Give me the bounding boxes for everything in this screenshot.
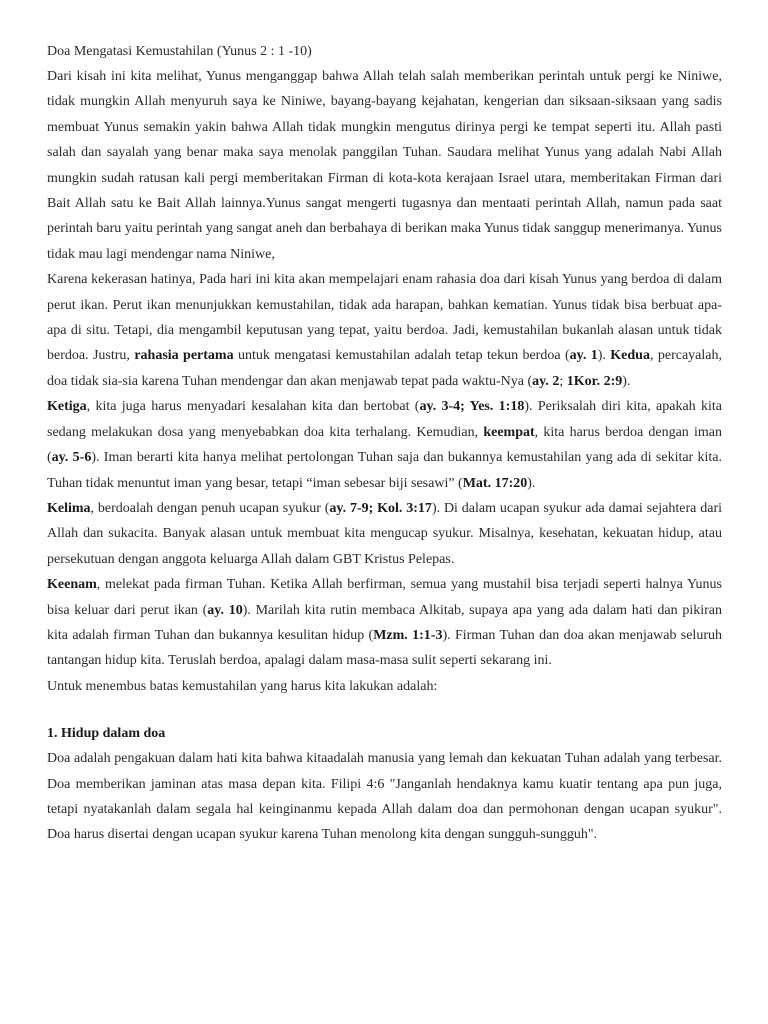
text-run: ). Periksalah diri kita, apakah kita sedang melakukan dosa yang menyebabkan doa kita terhalang. Kemudian, [47,399,722,440]
text-run: ). [622,373,631,389]
text-run: , percayalah, doa tidak sia-sia karena Tuhan mendengar dan akan menjawab tepat pada waktu-Nya ( [47,348,722,389]
bold-run: rahasia pertama [134,348,234,364]
paragraph-lead-in: Untuk menembus batas kemustahilan yang harus kita lakukan adalah: [47,678,438,694]
text-run: ; [559,373,567,389]
text-run: ). Iman berarti kita hanya melihat pertolongan Tuhan saja dan bukannya kemustahilan yang ada di sekitar kita. Tuhan tidak menuntut iman yang besar, tetapi “iman sebesar biji sesawi” ( [47,450,722,491]
text-run: , melekat pada firman Tuhan. Ketika Allah berfirman, semua yang mustahil bisa terjadi seperti halnya Yunus bisa keluar dari perut ikan ( [47,577,722,618]
text-run: , kita juga harus menyadari kesalahan kita dan bertobat ( [86,399,420,415]
bold-run: Ketiga [47,399,87,415]
text-run: untuk mengatasi kemustahilan adalah tetap tekun berdoa ( [233,348,570,364]
verse-reference: Mzm. 1:1-3 [373,627,443,643]
verse-reference: ay. 10 [207,602,243,618]
bold-run: Kelima [47,500,91,516]
verse-reference: ay. 1 [569,348,598,364]
text-run: ). Di dalam ucapan syukur ada damai sejahtera dari Allah dan sukacita. Banyak alasan untuk membuat kita mengucap syukur. Misalnya, kesehatan, kekuatan hidup, atau persekutuan dengan anggota keluarga Allah dalam GBT Kristus Pelepas. [47,500,722,567]
text-run: Karena kekerasan hatinya, Pada hari ini kita akan mempelajari enam rahasia doa dari kisah Yunus yang berdoa di dalam perut ikan. Perut ikan menunjukkan kemustahilan, tidak ada harapan, bahkan kematian. Yunus tidak bisa berbuat apa-apa di situ. Tetapi, dia mengambil keputusan yang tepat, yaitu berdoa. Jadi, kemustahilan bukanlah alasan untuk tidak berdoa. Justru, [47,272,722,364]
paragraph-prayer: Doa adalah pengakuan dalam hati kita bahwa kitaadalah manusia yang lemah dan kekuatan Tuhan adalah yang terbesar. Doa memberikan jaminan atas masa depan kita. Filipi 4:6 "Janganlah hendaknya kamu kuatir tentang apa pun juga, tetapi nyatakanlah dalam segala hal keinginanmu kepada Allah dalam doa dan permohonan dengan ucapan syukur". Doa harus disertai dengan ucapan syukur karena Tuhan menolong kita dengan sungguh-sungguh". [47,751,722,843]
verse-reference: 1Kor. 2:9 [566,373,623,389]
paragraph-third-fourth-secret [47,394,722,496]
text-run: ). Firman Tuhan dan doa akan menjawab seluruh tantangan hidup kita. Teruslah berdoa, apalagi dalam masa-masa sulit seperti sekarang ini. [47,627,722,669]
verse-reference: ay. 3-4; Yes. 1:18 [419,399,525,415]
text-run: ). Marilah kita rutin membaca Alkitab, supaya apa yang ada dalam hati dan pikiran kita adalah firman Tuhan dan bukannya kesulitan hidup ( [47,602,722,643]
blank-line [47,699,722,721]
text-run: , kita harus berdoa dengan iman ( [47,424,723,466]
bold-run: Keenam [47,577,97,593]
section-heading: 1. Hidup dalam doa [47,726,166,742]
verse-reference: Mat. 17:20 [462,475,528,491]
paragraph-sixth-secret [47,572,722,674]
bold-run: Kedua [610,348,650,364]
text-run: ). [527,475,536,491]
text-run: , berdoalah dengan penuh ucapan syukur ( [90,500,330,516]
paragraph-first-second-secret [47,267,722,394]
document-title: Doa Mengatasi Kemustahilan (Yunus 2 : 1 -10) [47,44,312,59]
text-run: ). [597,348,611,364]
verse-reference: ay. 2 [532,373,560,389]
paragraph-intro: Dari kisah ini kita melihat, Yunus menganggap bahwa Allah telah salah memberikan perintah untuk pergi ke Niniwe, tidak mungkin Allah menyuruh saya ke Niniwe, bayang-bayang kejahatan, kengerian dan siksaan-siksaan yang sadis membuat Yunus semakin yakin bahwa Allah tidak mungkin mengutus dirinya pergi ke tempat seperti itu. Allah pasti salah dan sayalah yang benar maka saya menolak panggilan Tuhan. Saudara melihat Yunus yang adalah Nabi Allah mungkin sudah ratusan kali pergi memberitakan Firman di kota-kota kerajaan Israel utara, memberitakan Firman dari Bait Allah satu ke Bait Allah lainnya.Yunus sangat mengerti tugasnya dan mentaati perintah Allah, namun pada saat perintah baru yaitu perintah yang sangat aneh dan berbahaya di berikan maka Yunus tidak sanggup menerimanya. Yunus tidak mau lagi mendengar nama Niniwe, [47,69,722,262]
verse-reference: ay. 7-9; Kol. 3:17 [329,500,432,516]
bold-run: keempat [483,424,535,440]
paragraph-fifth-secret [47,496,722,572]
verse-reference: ay. 5-6 [51,450,92,466]
